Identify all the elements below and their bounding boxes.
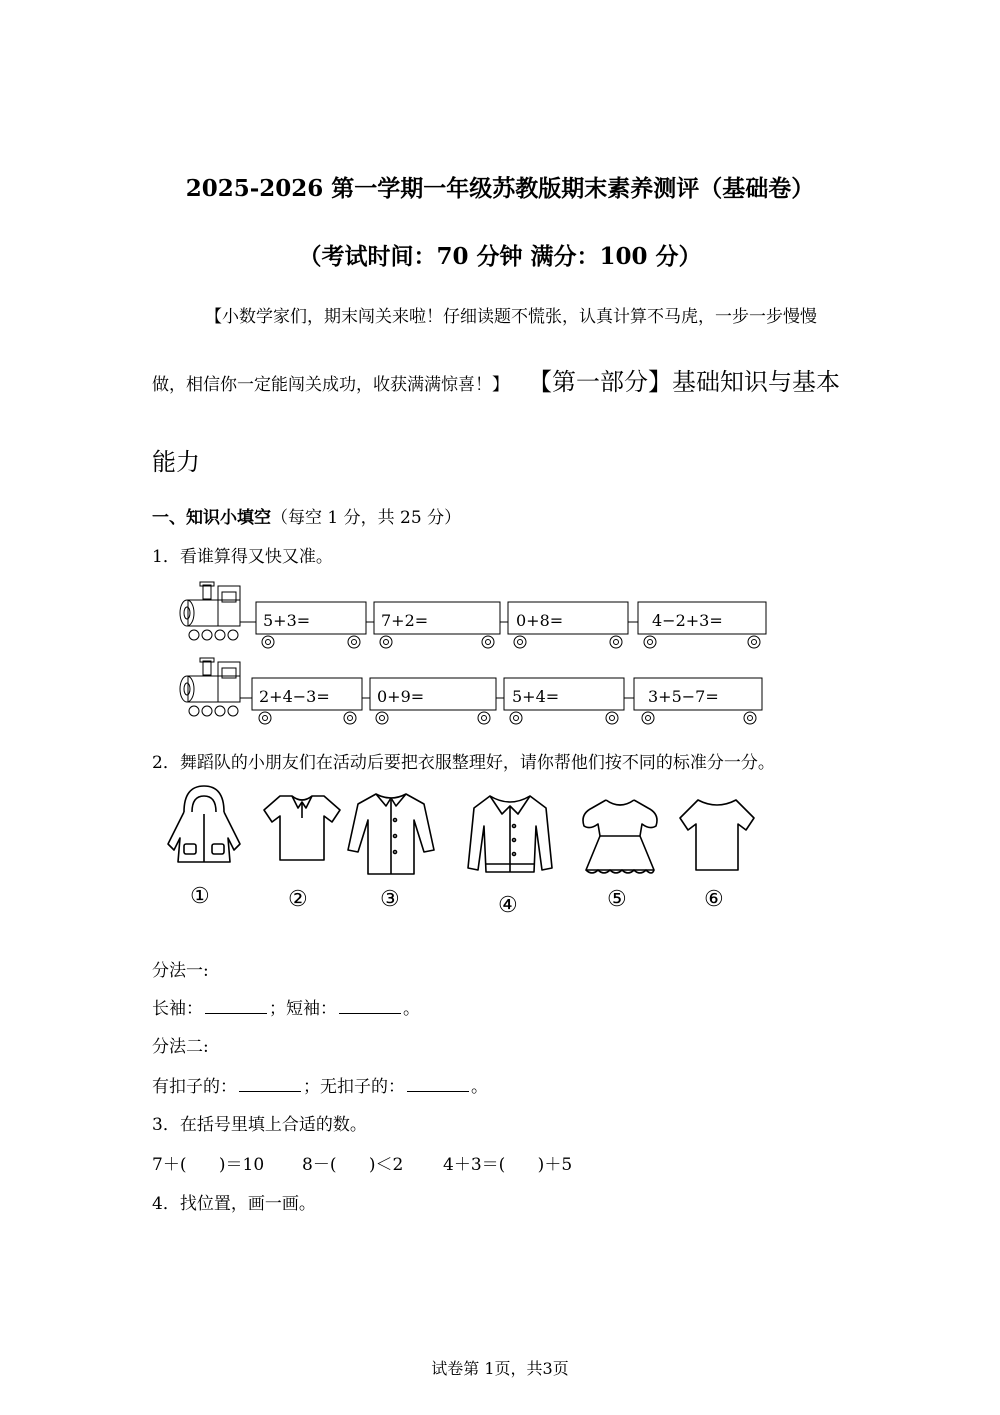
q3-equation-3[interactable]: 4＋3＝( )＋5	[443, 1155, 573, 1175]
intro-line-1: 【小数学家们，期末闯关来啦！仔细读题不慌张，认真计算不马虎，一步一步慢慢	[205, 307, 817, 327]
section-1-heading	[152, 503, 461, 528]
method-1-label: 分法一:	[152, 961, 209, 981]
wheels	[262, 636, 760, 648]
with-buttons-blank[interactable]	[239, 1077, 301, 1092]
intro-line-2: 做，相信你一定能闯关成功，收获满满惊喜！】	[152, 375, 509, 395]
wheels	[259, 712, 756, 724]
without-buttons-blank[interactable]	[407, 1077, 469, 1092]
with-buttons-label: 有扣子的：	[152, 1077, 237, 1097]
clothes-label-3: ③	[380, 887, 400, 912]
question-2-text: 2．舞蹈队的小朋友们在活动后要把衣服整理好，请你帮他们按不同的标准分一分。	[152, 753, 775, 773]
raincoat-icon	[168, 786, 240, 862]
without-buttons-label: ；无扣子的：	[303, 1077, 405, 1097]
q3-equation-1[interactable]: 7＋( )＝10	[152, 1155, 265, 1175]
section-1-note: （每空 1 分，共 25 分）	[271, 508, 462, 528]
section-1-label: 一、知识小填空	[152, 508, 271, 528]
jacket-icon	[468, 796, 552, 872]
locomotive-icon	[180, 658, 252, 716]
t-shirt-icon	[680, 800, 754, 870]
period: 。	[471, 1077, 488, 1097]
trains-figure	[170, 580, 780, 730]
question-4-text: 4．找位置，画一画。	[152, 1194, 316, 1214]
locomotive-icon	[180, 582, 256, 640]
long-sleeve-blank[interactable]	[205, 999, 267, 1014]
page-title: 2025-2026 第一学期一年级苏教版期末素养测评（基础卷）	[185, 175, 815, 202]
train-2-car-2: 0+9=	[377, 687, 425, 706]
polo-shirt-icon	[264, 796, 340, 860]
method-2-answer-line	[152, 1072, 488, 1097]
dress-icon	[583, 800, 657, 873]
page-subtitle: （考试时间：70 分钟 满分：100 分）	[298, 243, 702, 270]
train-2-car-1: 2+4−3=	[259, 687, 330, 706]
part-heading-continued: 能力	[152, 448, 200, 476]
train-1-car-4: 4−2+3=	[652, 611, 723, 630]
clothes-label-4: ④	[498, 893, 518, 918]
clothes-figure	[160, 782, 770, 922]
train-2-car-3: 5+4=	[512, 687, 560, 706]
clothes-label-5: ⑤	[607, 887, 627, 912]
train-1-car-3: 0+8=	[516, 611, 564, 630]
period: 。	[403, 999, 420, 1019]
clothes-label-6: ⑥	[704, 887, 724, 912]
method-1-answer-line	[152, 994, 420, 1019]
question-1-text: 1．看谁算得又快又准。	[152, 547, 333, 567]
question-3-text: 3．在括号里填上合适的数。	[152, 1115, 367, 1135]
clothes-label-1: ①	[190, 884, 210, 909]
short-sleeve-label: ；短袖：	[269, 999, 337, 1019]
short-sleeve-blank[interactable]	[339, 999, 401, 1014]
train-2-car-4: 3+5−7=	[648, 687, 719, 706]
q3-equation-2[interactable]: 8－( )＜2	[302, 1155, 404, 1175]
train-1-car-2: 7+2=	[381, 611, 429, 630]
long-sleeve-shirt-icon	[348, 794, 434, 874]
page-footer: 试卷第 1页，共3页	[431, 1359, 569, 1378]
clothes-label-2: ②	[288, 887, 308, 912]
train-1-car-1: 5+3=	[263, 611, 311, 630]
method-2-label: 分法二:	[152, 1037, 209, 1057]
long-sleeve-label: 长袖：	[152, 999, 203, 1019]
part-heading: 【第一部分】基础知识与基本	[528, 368, 840, 396]
